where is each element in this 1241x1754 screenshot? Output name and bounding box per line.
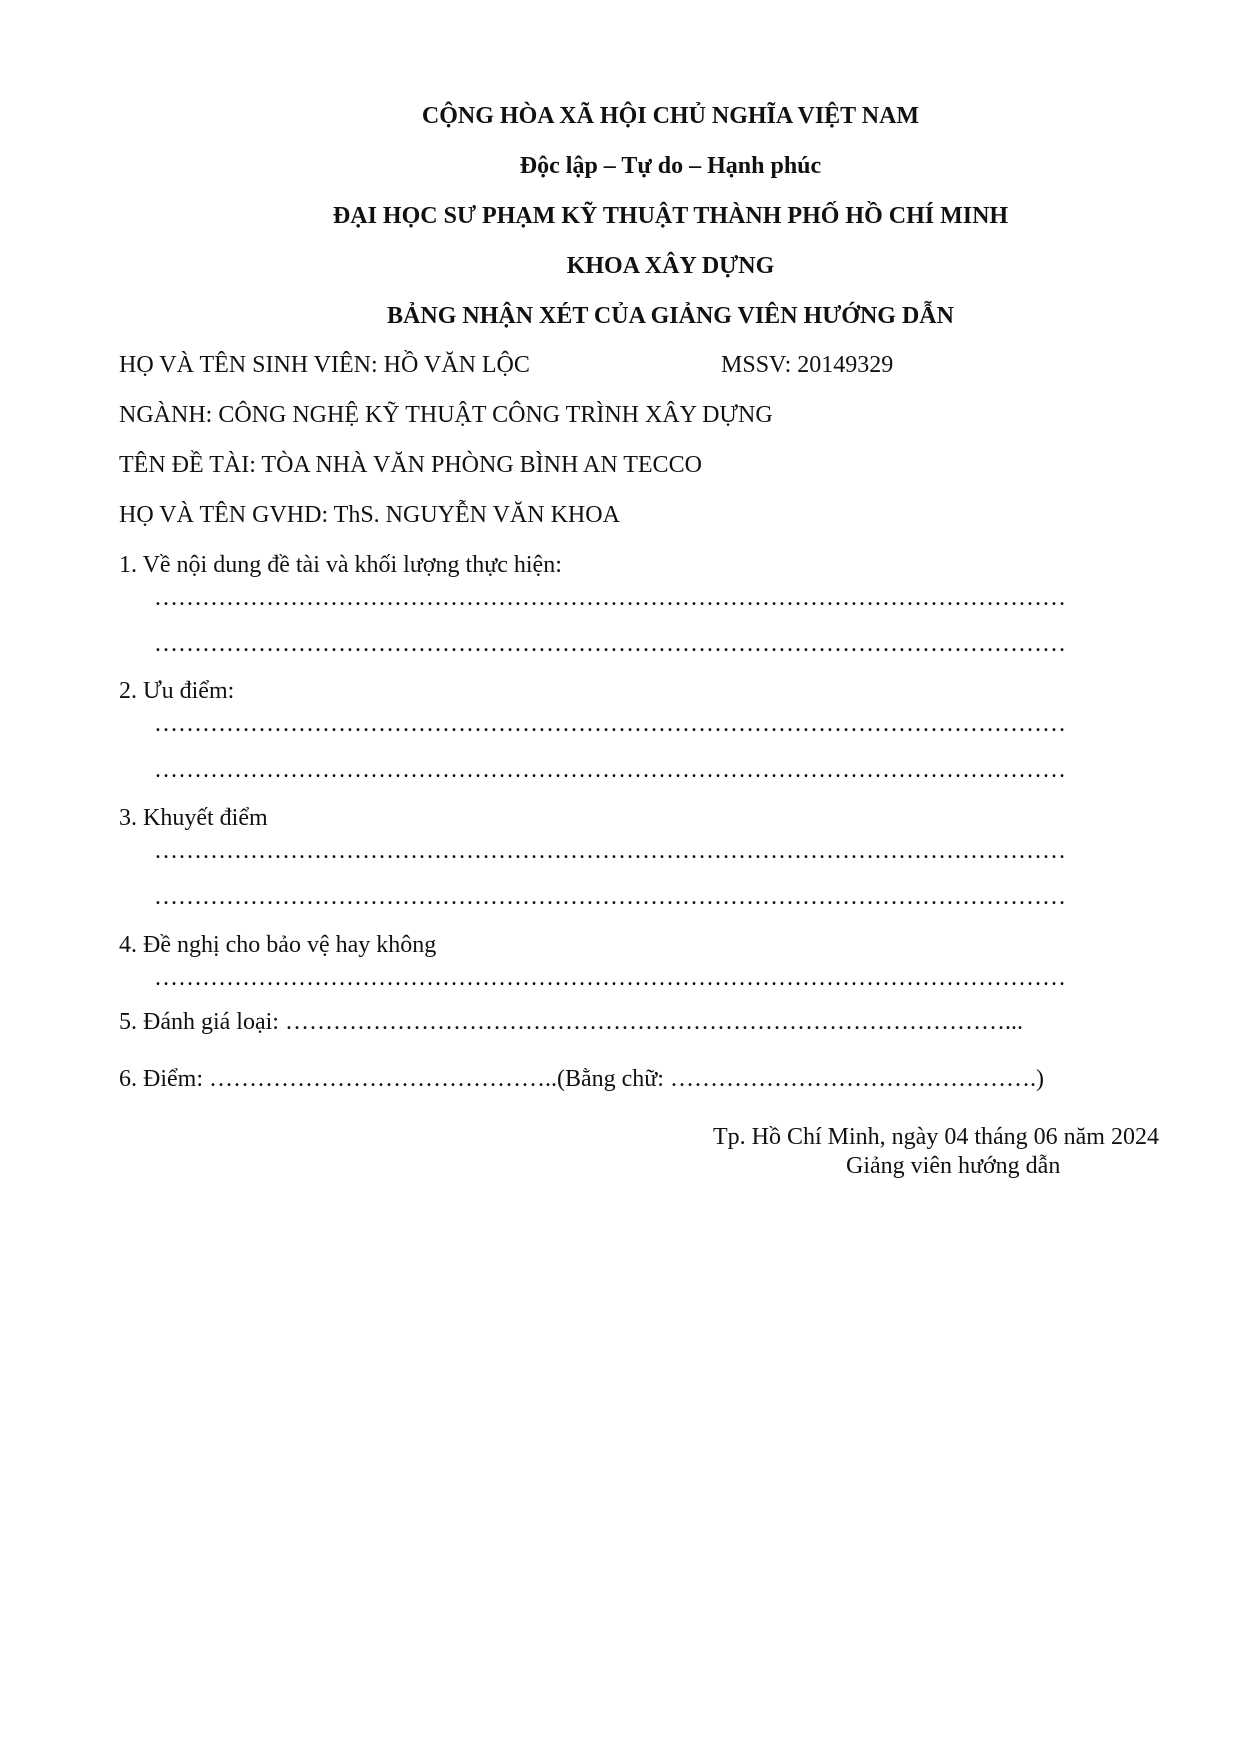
student-id-line: MSSV: 20149329	[721, 352, 894, 378]
section-5-rating-line: 5. Đánh giá loại: ………………………………………………………………………………...	[119, 1009, 1023, 1035]
motto-heading: Độc lập – Tự do – Hạnh phúc	[519, 153, 822, 179]
major-line: NGÀNH: CÔNG NGHỆ KỸ THUẬT CÔNG TRÌNH XÂY DỰNG	[119, 402, 773, 428]
section-3-answer-line-2: ……………………………………………………………………………………………………	[154, 884, 1066, 910]
section-2-heading: 2. Ưu điểm:	[119, 678, 235, 704]
section-6-score-line: 6. Điểm: ……………………………………..(Bằng chữ: ……………………………………….)	[119, 1066, 1044, 1092]
country-heading: CỘNG HÒA XÃ HỘI CHỦ NGHĨA VIỆT NAM	[421, 103, 920, 129]
section-3-answer-line-1: ……………………………………………………………………………………………………	[154, 838, 1066, 864]
student-name-line: HỌ VÀ TÊN SINH VIÊN: HỒ VĂN LỘC	[119, 352, 530, 378]
signature-role: Giảng viên hướng dẫn	[846, 1153, 1061, 1179]
topic-line: TÊN ĐỀ TÀI: TÒA NHÀ VĂN PHÒNG BÌNH AN TECCO	[119, 452, 702, 478]
section-4-heading: 4. Đề nghị cho bảo vệ hay không	[119, 932, 437, 958]
section-2-answer-line-1: ……………………………………………………………………………………………………	[154, 711, 1066, 737]
section-1-answer-line-1: ……………………………………………………………………………………………………	[154, 585, 1066, 611]
university-heading: ĐẠI HỌC SƯ PHẠM KỸ THUẬT THÀNH PHỐ HỒ CHÍ MINH	[332, 203, 1009, 229]
faculty-heading: KHOA XÂY DỰNG	[566, 253, 775, 279]
signature-place-date: Tp. Hồ Chí Minh, ngày 04 tháng 06 năm 2024	[713, 1124, 1159, 1150]
section-1-answer-line-2: ……………………………………………………………………………………………………	[154, 631, 1066, 657]
section-1-heading: 1. Về nội dung đề tài và khối lượng thực hiện:	[119, 552, 562, 578]
section-4-answer-line: ……………………………………………………………………………………………………	[154, 965, 1066, 991]
section-2-answer-line-2: ……………………………………………………………………………………………………	[154, 757, 1066, 783]
advisor-line: HỌ VÀ TÊN GVHD: ThS. NGUYỄN VĂN KHOA	[119, 502, 620, 528]
section-3-heading: 3. Khuyết điểm	[119, 805, 268, 831]
form-title: BẢNG NHẬN XÉT CỦA GIẢNG VIÊN HƯỚNG DẪN	[387, 303, 954, 329]
